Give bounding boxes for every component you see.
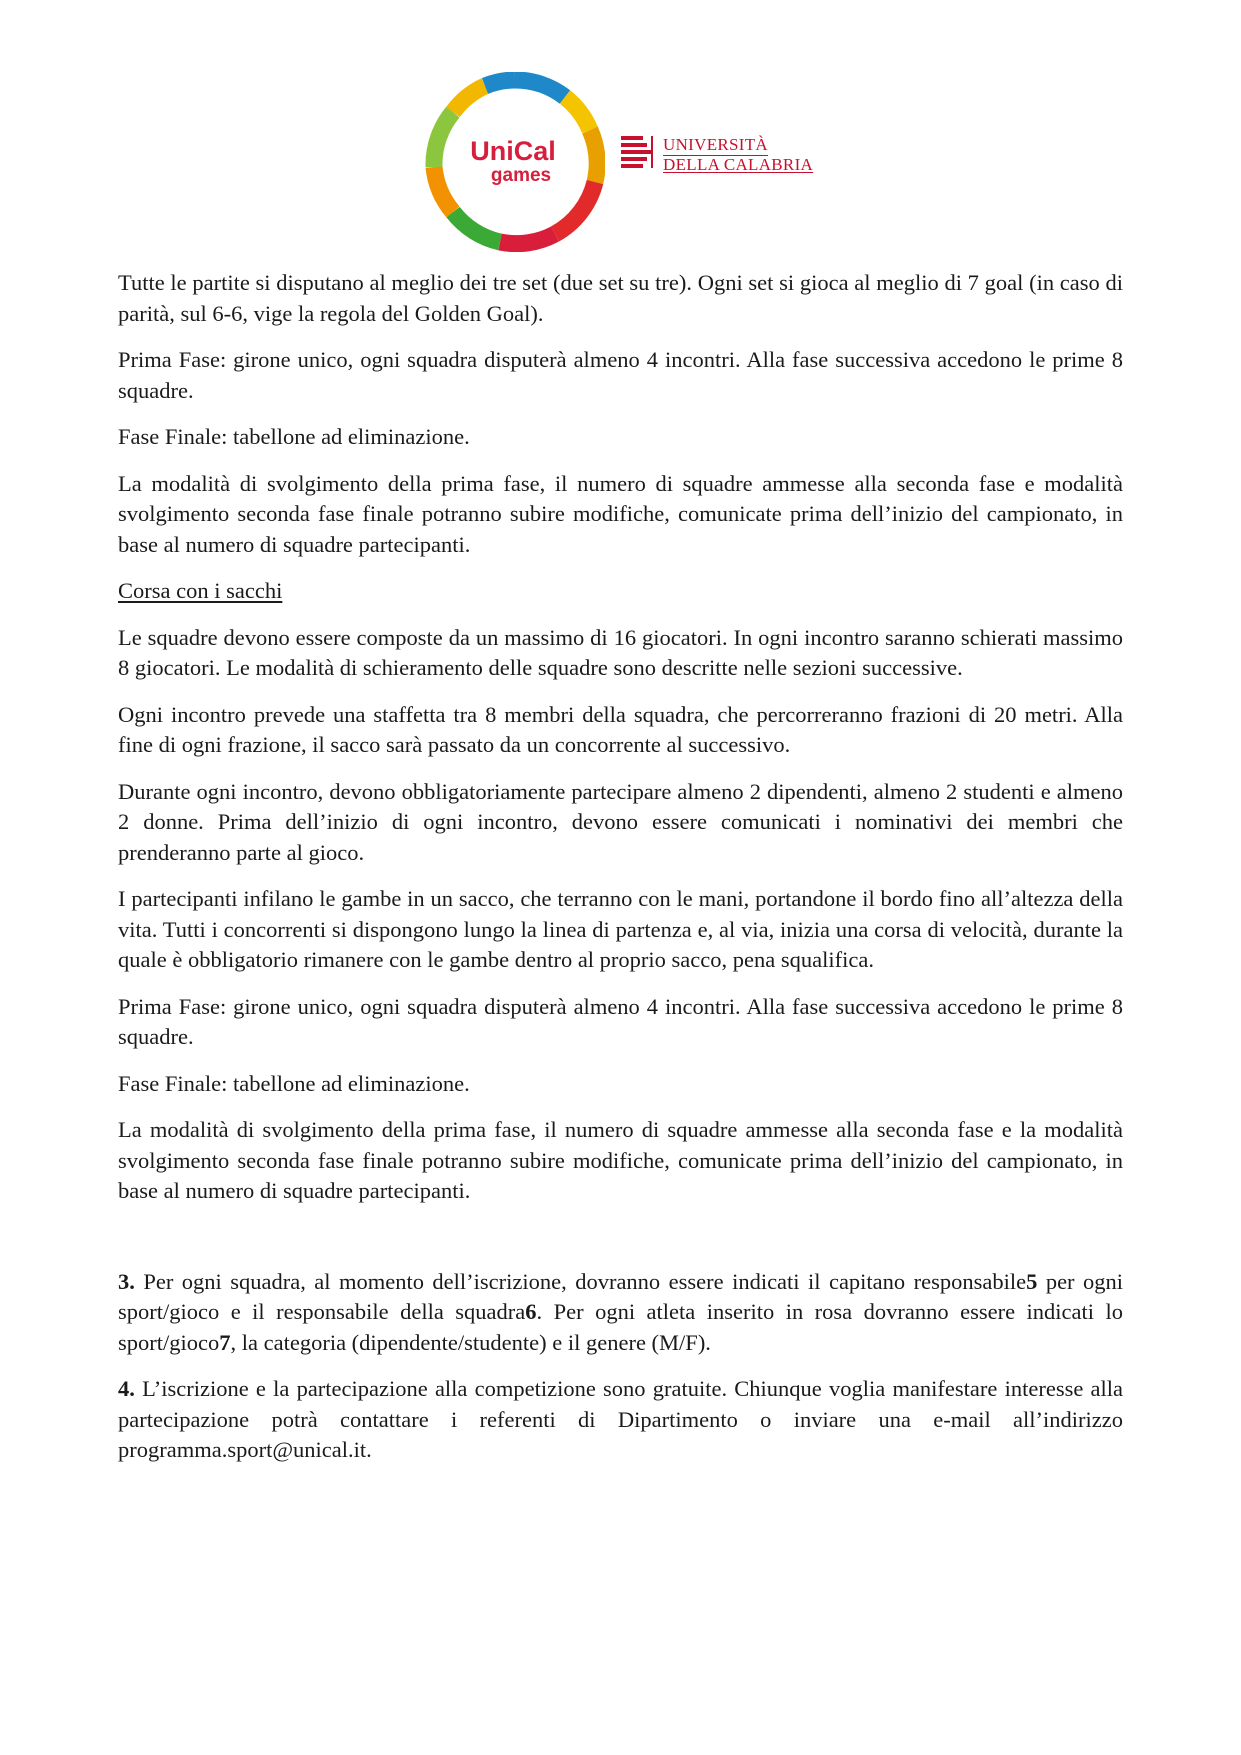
paragraph-first-phase: Prima Fase: girone unico, ogni squadra disputerà almeno 4 incontri. Alla fase successiva accedono le prime 8 squadre. — [118, 347, 1123, 403]
header-logos — [425, 72, 825, 252]
section-4-number: 4. — [118, 1376, 135, 1401]
paragraph-sets-rule: Tutte le partite si disputano al meglio dei tre set (due set su tre). Ogni set si gioca al meglio di 7 goal (in caso di parità, sul 6-6, vige la regola del Golden Goal). — [118, 270, 1123, 326]
section-3-number: 3. — [118, 1268, 135, 1294]
paragraph-final-phase-2: Fase Finale: tabellone ad eliminazione. — [118, 1070, 470, 1096]
section-3-text-c: . Per ogni atleta inserito in rosa dovranno essere indicati lo sport/gioco — [118, 1299, 1123, 1355]
university-name-line2: DELLA CALABRIA — [663, 155, 814, 174]
paragraph-participants-requirement: Durante ogni incontro, devono obbligatoriamente partecipare almeno 2 dipendenti, almeno 2 studenti e almeno 2 donne. Prima dell’inizio di ogni incontro, devono essere comunicati i nominativi dei membri che prenderanno parte al gioco. — [118, 778, 1123, 865]
logo-text-games: games — [490, 165, 552, 186]
paragraph-final-phase: Fase Finale: tabellone ad eliminazione. — [118, 424, 470, 449]
document-body — [118, 268, 1123, 1482]
section-3-text-a: Per ogni squadra, al momento dell’iscrizione, dovranno essere indicati il capitano responsabile — [134, 1268, 1027, 1294]
paragraph-first-phase-2: Prima Fase: girone unico, ogni squadra disputerà almeno 4 incontri. Alla fase successiva accedono le prime 8 squadre. — [118, 993, 1123, 1049]
paragraph-team-composition: Le squadre devono essere composte da un massimo di 16 giocatori. In ogni incontro saranno schierati massimo 8 giocatori. Le modalità di schieramento delle squadre sono descritte nelle sezioni successive. — [118, 624, 1123, 680]
footnote-ref-5: 5 — [1026, 1268, 1038, 1294]
section-4-paragraph — [118, 1374, 1123, 1466]
section-spacer — [118, 1223, 1123, 1267]
section-3-text-d: , la categoria (dipendente/studente) e il genere (M/F). — [230, 1329, 711, 1355]
unicalgames-logo — [425, 72, 605, 252]
heading-text: Corsa con i sacchi — [118, 578, 283, 603]
university-name — [663, 136, 813, 174]
section-4-text: L’iscrizione e la partecipazione alla competizione sono gratuite. Chiunque voglia manifestare interesse alla partecipazione potrà contattare i referenti di Dipartimento o inviare una e-mail all’indirizzo programma.sport@unical.it. — [118, 1376, 1123, 1462]
paragraph-race-rules: I partecipanti infilano le gambe in un sacco, che terranno con le mani, portandone il bordo fino all’altezza della vita. Tutti i concorrenti si dispongono lungo la linea di partenza e, al via, inizia una corsa di velocità, durante la quale è obbligatorio rimanere con le gambe dentro al proprio sacco, pena squalifica. — [118, 886, 1123, 972]
university-emblem-icon — [621, 136, 657, 170]
section-heading-corsa-sacchi — [118, 576, 1123, 607]
section-3-paragraph — [118, 1267, 1123, 1359]
section-3-text-b: per ogni sport/gioco e il responsabile della squadra — [118, 1268, 1124, 1324]
footnote-ref-7: 7 — [219, 1329, 231, 1355]
footnote-ref-6: 6 — [525, 1299, 537, 1324]
paragraph-relay: Ogni incontro prevede una staffetta tra 8 membri della squadra, che percorreranno frazioni di 20 metri. Alla fine di ogni frazione, il sacco sarà passato da un concorrente al successivo. — [118, 701, 1123, 757]
university-name-line1: UNIVERSITÀ — [663, 135, 768, 154]
paragraph-modalities-2: La modalità di svolgimento della prima fase, il numero di squadre ammesse alla seconda fase e la modalità svolgimento seconda fase finale potranno subire modifiche, comunicate prima dell’inizio del campionato, in base al numero di squadre partecipanti. — [118, 1117, 1123, 1203]
logo-text-unical: UniCal — [470, 136, 556, 166]
paragraph-modalities: La modalità di svolgimento della prima fase, il numero di squadre ammesse alla seconda fase e modalità svolgimento seconda fase finale potranno subire modifiche, comunicate prima dell’inizio del campionato, in base al numero di squadre partecipanti. — [118, 470, 1123, 557]
